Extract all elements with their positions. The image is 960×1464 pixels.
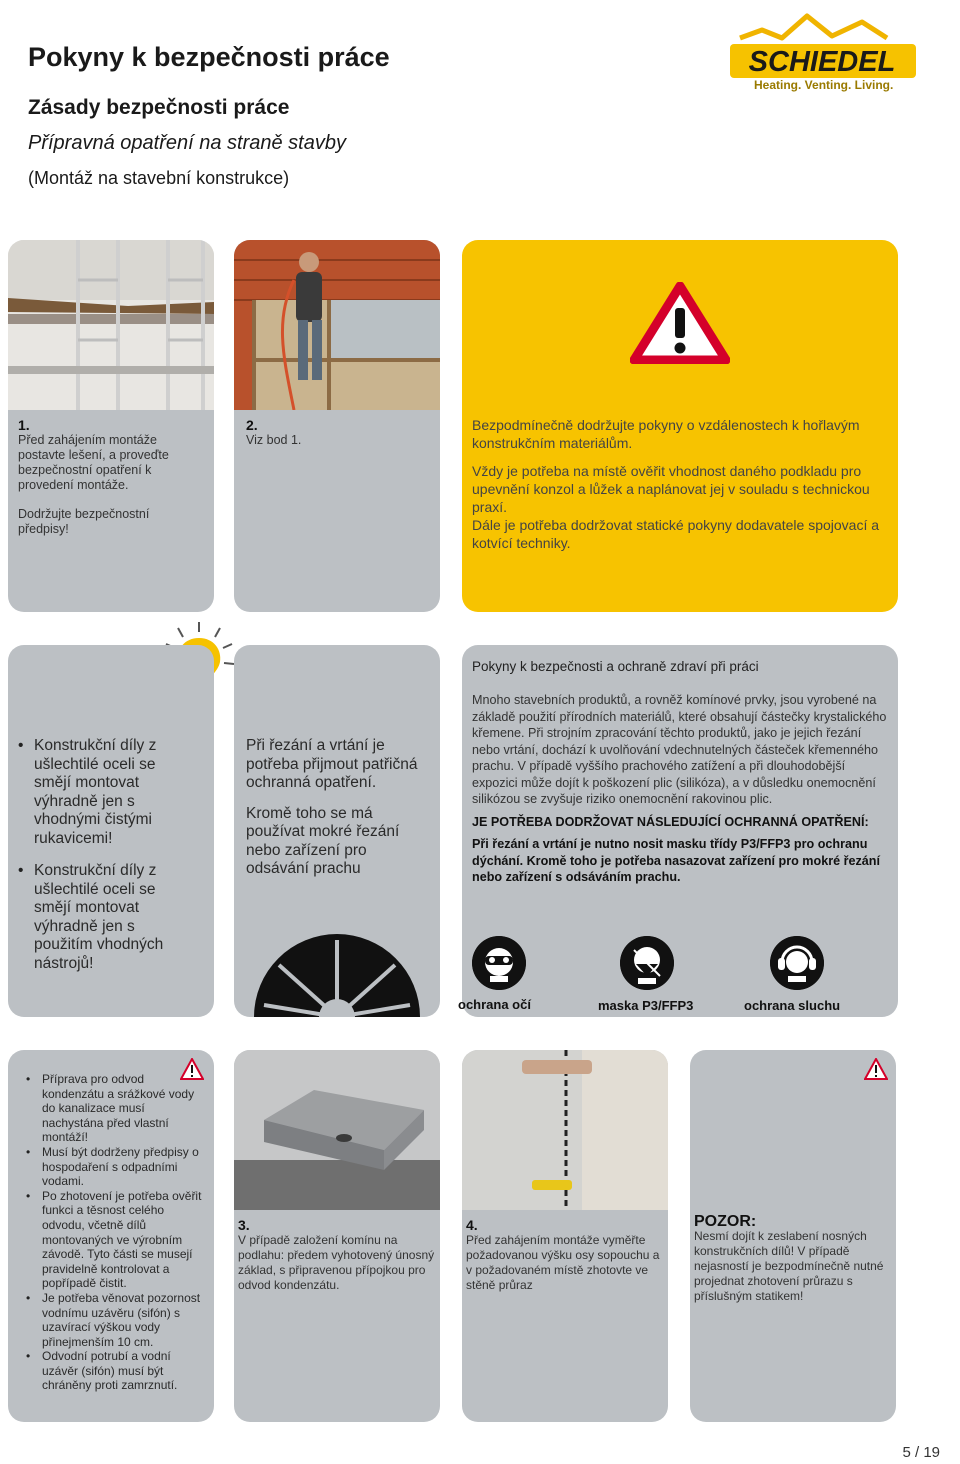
step4-number: 4. bbox=[466, 1217, 478, 1233]
step3-panel bbox=[234, 1050, 440, 1422]
logo-wordmark: SCHIEDEL bbox=[748, 46, 896, 78]
measuring-photo bbox=[462, 1050, 668, 1210]
pozor-block bbox=[694, 1214, 888, 1304]
goggles-icon bbox=[472, 936, 526, 990]
warning-triangle-icon bbox=[630, 282, 730, 364]
cutting-text bbox=[246, 737, 432, 879]
health-text bbox=[472, 692, 888, 892]
logo-tagline: Heating. Venting. Living. bbox=[754, 78, 894, 92]
health-measures-text: Při řezání a vrtání je nutno nosit masku třídy P3/FFP3 pro ochranu dýchání. Kromě toho je potřeba nasazovat zařízení pro mokré řezání nebo zařízení s odsáváním prachu. bbox=[472, 837, 880, 884]
list-item: • Je potřeba věnovat pozornost vodnímu uzávěru (sifón) s uzavírací výškou vody přinejmenším 10 cm. bbox=[16, 1291, 202, 1349]
step3-number: 3. bbox=[238, 1217, 250, 1233]
health-paragraph: Mnoho stavebních produktů, a rovněž komínové prvky, jsou vyrobené na základě použití přírodních materiálů, které obsahují částečky krystalického křemene. Při strojním zpracování těchto produktů, jako je jejich řezání nebo vrtání, dochází k uvolňování vdechnutelných částeček křemenného prachu. V případě vyššího prachového zatížení a při dlouhodobější expozici může dojít k poškození plic (silikóza), a v důsledku onemocnění silikózou se zvyšuje riziko onemocnění rakovinou plic. bbox=[472, 693, 887, 806]
step3-text: V případě založení komínu na podlahu: předem vyhotovený únosný základ, s připravenou přípojkou pro odvod kondenzátu. bbox=[238, 1233, 435, 1292]
section-subheading: Přípravná opatření na straně stavby bbox=[28, 132, 346, 154]
list-item: • Konstrukční díly z ušlechtilé oceli se smějí montovat výhradně jen s použitím vhodných nástrojů! bbox=[8, 862, 194, 973]
list-item: • Musí být dodrženy předpisy o hospodaření s odpadními vodami. bbox=[16, 1145, 202, 1189]
list-item: • Po zhotovení je potřeba ověřit funkci a těsnost celého odvodu, včetně dílů montovaných ve výrobním závodě. Tyto části se musejí pravidelně kontrolovat a popřípadě čistit. bbox=[16, 1189, 202, 1291]
warning-text bbox=[472, 416, 882, 562]
step4-text: Před zahájením montáže vyměřte požadovanou výšku osy sopouchu a v požadovaném místě zhotovte ve stěně průraz bbox=[466, 1233, 660, 1292]
saw-blade-icon bbox=[234, 920, 440, 1017]
cutting-paragraph: Kromě toho se má používat mokré řezání nebo zařízení pro odsávání prachu bbox=[246, 804, 400, 877]
gloves-list bbox=[8, 737, 194, 973]
pozor-title: POZOR: bbox=[694, 1213, 757, 1230]
section-note: (Montáž na stavební konstrukce) bbox=[28, 168, 290, 188]
step2-panel bbox=[234, 240, 440, 612]
warning-paragraph: Vždy je potřeba na místě ověřit vhodnost daného podkladu pro upevnění konzol a lůžek a naplánovat jej v souladu s technickou praxí. bbox=[472, 463, 870, 515]
concrete-base-photo bbox=[234, 1050, 440, 1210]
step4-panel bbox=[462, 1050, 668, 1422]
health-measures-heading: JE POTŘEBA DODRŽOVAT NÁSLEDUJÍCÍ OCHRANNÁ OPATŘENÍ: bbox=[472, 814, 869, 829]
condensate-list bbox=[16, 1072, 202, 1393]
page-number: 5 / 19 bbox=[902, 1444, 940, 1461]
health-title: Pokyny k bezpečnosti a ochraně zdraví při práci bbox=[472, 659, 759, 674]
list-item: • Konstrukční díly z ušlechtilé oceli se smějí montovat výhradně jen s vhodnými čistými rukavicemi! bbox=[8, 737, 194, 848]
step2-number: 2. bbox=[246, 417, 258, 433]
section-heading: Zásady bezpečnosti práce bbox=[28, 96, 290, 119]
list-item: • Příprava pro odvod kondenzátu a srážkové vody do kanalizace musí nachystána před vlastní montáží! bbox=[16, 1072, 202, 1145]
step1-panel bbox=[8, 240, 214, 612]
roofer-photo bbox=[234, 240, 440, 410]
ear-protection-icon bbox=[770, 936, 824, 990]
scaffolding-photo bbox=[8, 240, 214, 410]
ppe-label-hearing: ochrana sluchu bbox=[744, 998, 841, 1013]
page-title: Pokyny k bezpečnosti práce bbox=[28, 42, 390, 72]
ppe-label-mask: maska P3/FFP3 bbox=[598, 998, 694, 1013]
mask-icon bbox=[620, 936, 674, 990]
step1-text: Před zahájením montáže postavte lešení, a proveďte bezpečnostní opatření k provedení montáže. bbox=[18, 433, 169, 492]
warning-paragraph: Dále je potřeba dodržovat statické pokyny dodavatele spojovací a kotvící techniky. bbox=[472, 517, 880, 551]
cutting-paragraph: Při řezání a vrtání je potřeba přijmout patřičná ochranná opatření. bbox=[246, 737, 418, 791]
warning-triangle-icon bbox=[864, 1058, 888, 1080]
step2-text: Viz bod 1. bbox=[246, 433, 302, 447]
ppe-label-eyes: ochrana očí bbox=[458, 997, 531, 1012]
list-item: • Odvodní potrubí a vodní uzávěr (sifón) musí být chráněny proti zamrznutí. bbox=[16, 1349, 202, 1393]
warning-paragraph: Bezpodmínečně dodržujte pokyny o vzdálenostech k hořlavým konstrukčním materiálům. bbox=[472, 417, 860, 451]
step1-note: Dodržujte bezpečnostní předpisy! bbox=[18, 507, 150, 536]
pozor-text: Nesmí dojít k zeslabení nosných konstrukčních dílů! V případě nejasností je bezpodmínečně nutné projednat zhotovení průrazu s příslušným statikem! bbox=[694, 1229, 884, 1303]
step1-number: 1. bbox=[18, 417, 30, 433]
